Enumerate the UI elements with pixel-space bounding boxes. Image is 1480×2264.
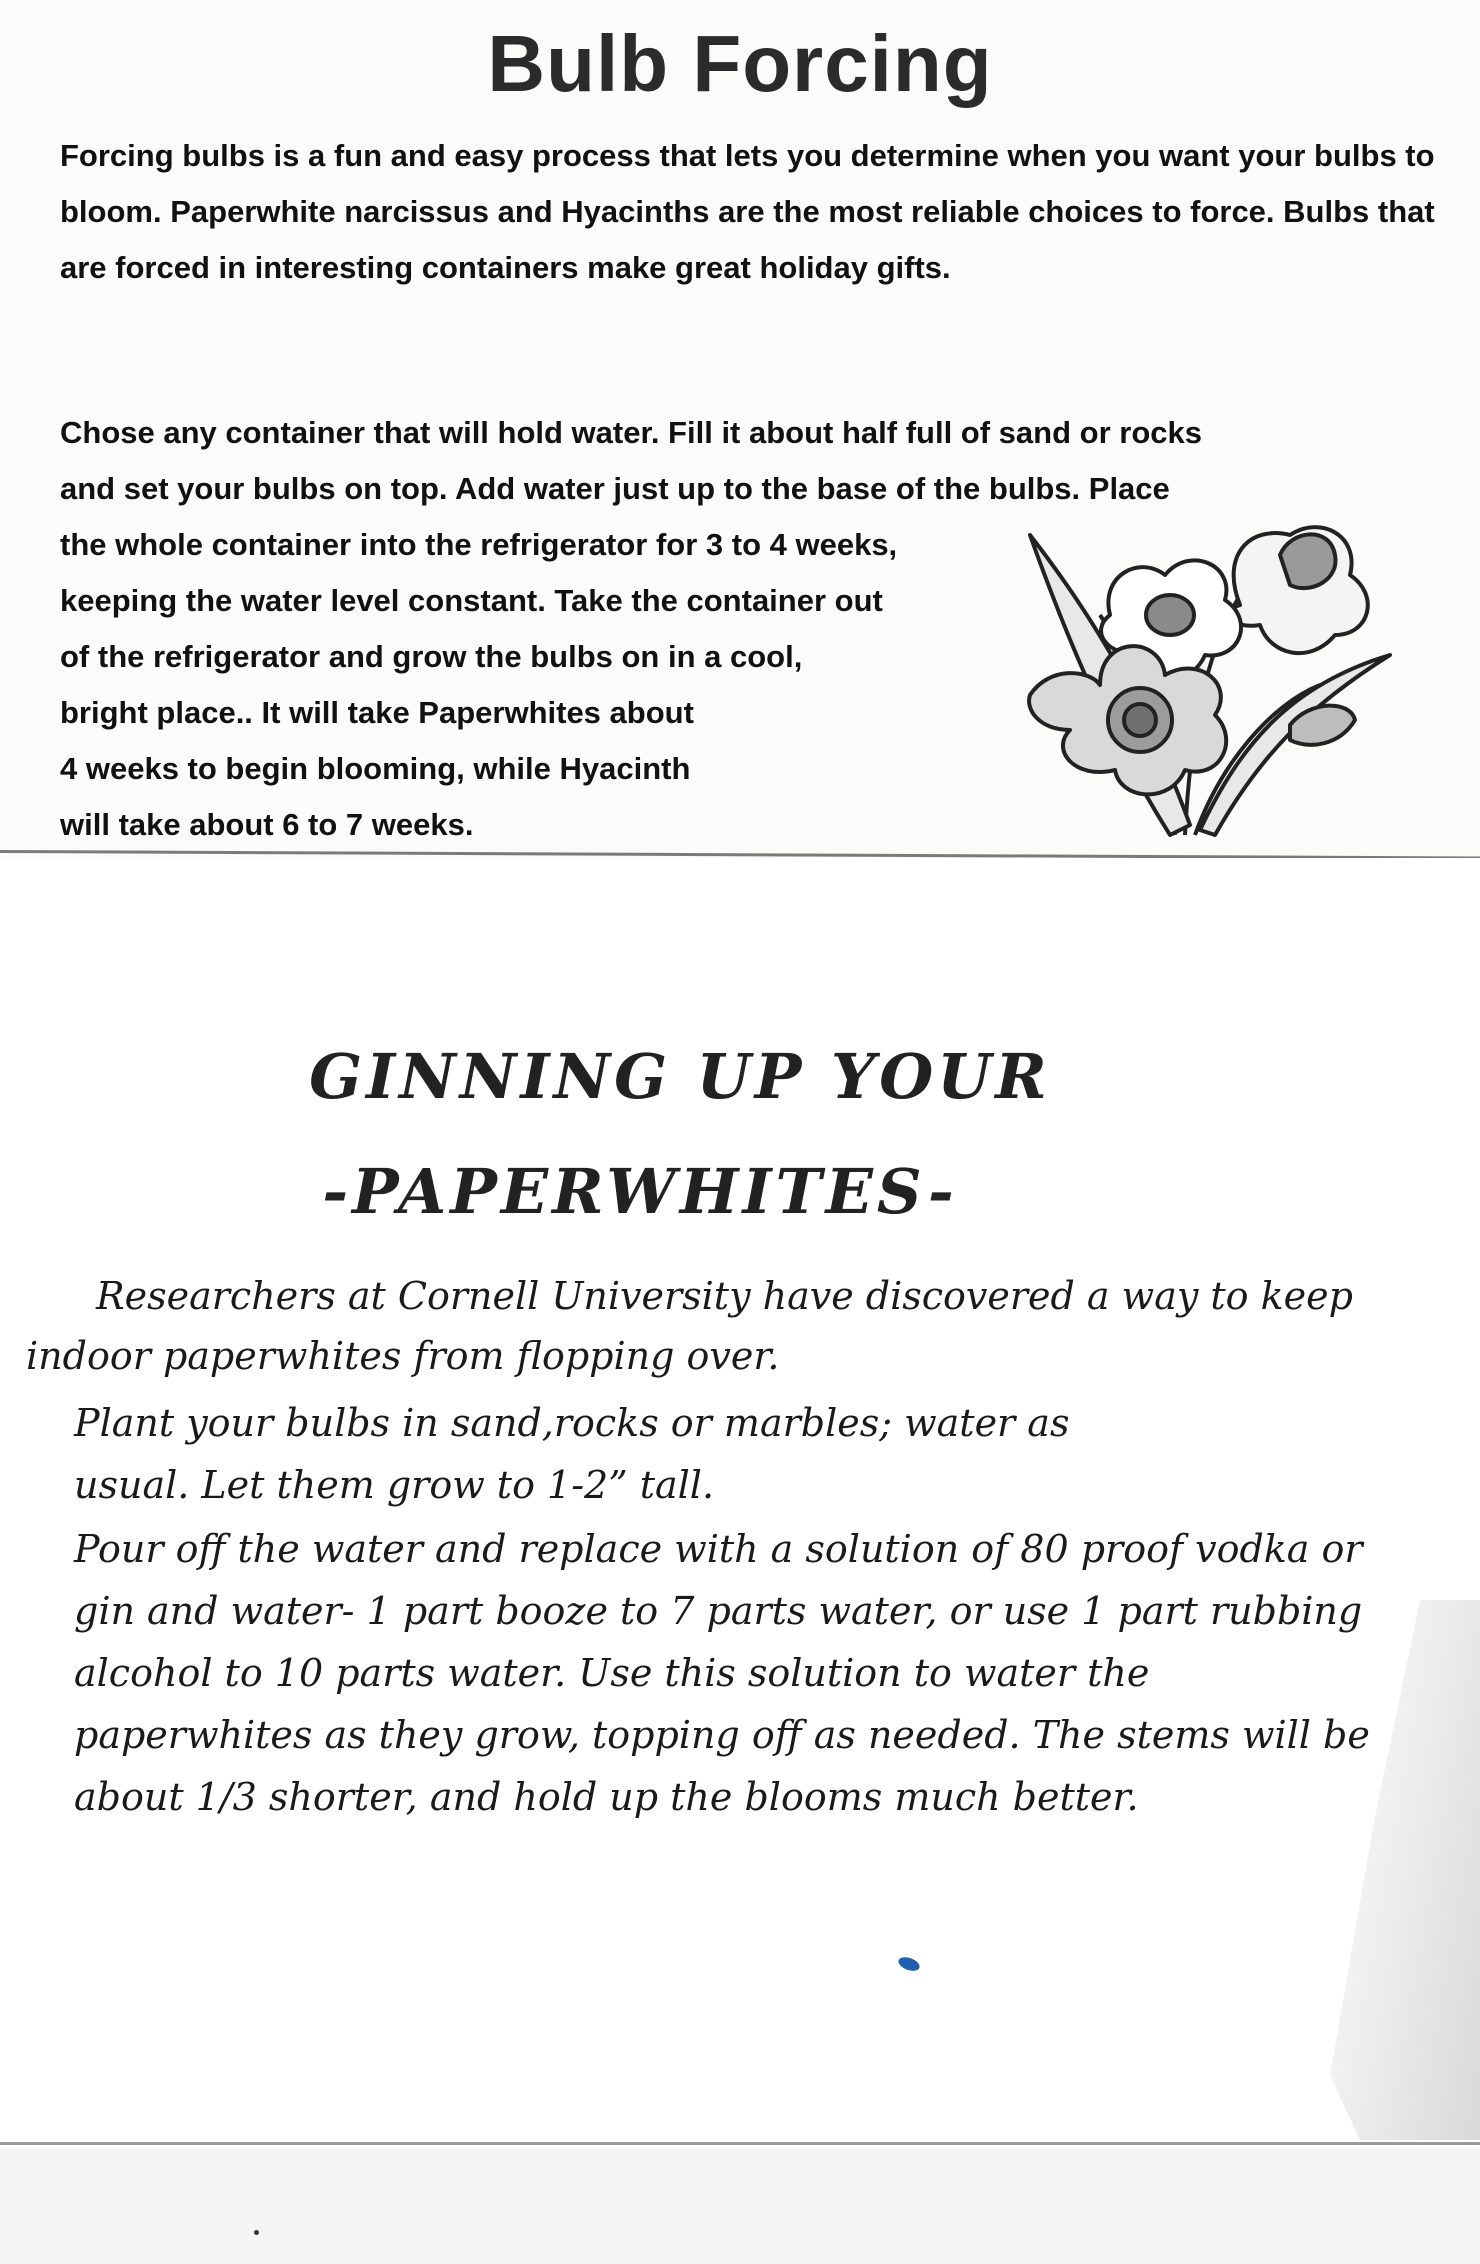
solution-line: Pour off the water and replace with a solution of 80 proof vodka or [74,1527,1363,1571]
instructions-line: 4 weeks to begin blooming, while Hyacinth [60,751,691,786]
instructions-line: of the refrigerator and grow the bulbs on in a cool, [60,639,803,674]
instructions-line: keeping the water level constant. Take the container out [60,583,883,618]
instructions-line: the whole container into the refrigerator for 3 to 4 weeks, [60,527,898,562]
bulb-forcing-title: Bulb Forcing [487,19,993,108]
daffodil-illustration-icon [990,495,1400,845]
researchers-line: Researchers at Cornell University have discovered a way to keep [96,1274,1353,1318]
solution-line: gin and water- 1 part booze to 7 parts water, or use 1 part rubbing [74,1589,1363,1633]
intro-paragraph: Forcing bulbs is a fun and easy process that lets you determine when you want your bulbs to bloom. Paperwhite narcissus and Hyacinths are the most reliable choices to force. Bulbs that are forced in interesting containers make great holiday gifts. [60,138,1435,285]
instructions-line: will take about 6 to 7 weeks. [60,807,474,842]
instructions-line: Chose any container that will hold water. Fill it about half full of sand or rocks [60,415,1202,450]
solution-paragraph [74,1518,1414,1828]
planting-line: Plant your bulbs in sand,rocks or marbles; water as [74,1401,1070,1445]
ginning-title-line1: GINNING UP YOUR [309,1040,1051,1113]
instructions-line: bright place.. It will take Paperwhites about [60,695,694,730]
speck [254,2230,259,2235]
researchers-line: indoor paperwhites from flopping over. [26,1334,780,1378]
instructions-line: and set your bulbs on top. Add water just up to the base of the bulbs. Place [60,471,1170,506]
planting-line: usual. Let them grow to 1-2” tall. [74,1463,715,1507]
bottom-edge [0,2142,1480,2145]
solution-line: paperwhites as they grow, topping off as needed. The stems will be [74,1713,1370,1757]
ginning-title-line2: -PAPERWHITES- [322,1155,958,1228]
solution-line: about 1/3 shorter, and hold up the blooms much better. [74,1775,1139,1819]
solution-line: alcohol to 10 parts water. Use this solution to water the [74,1651,1150,1695]
